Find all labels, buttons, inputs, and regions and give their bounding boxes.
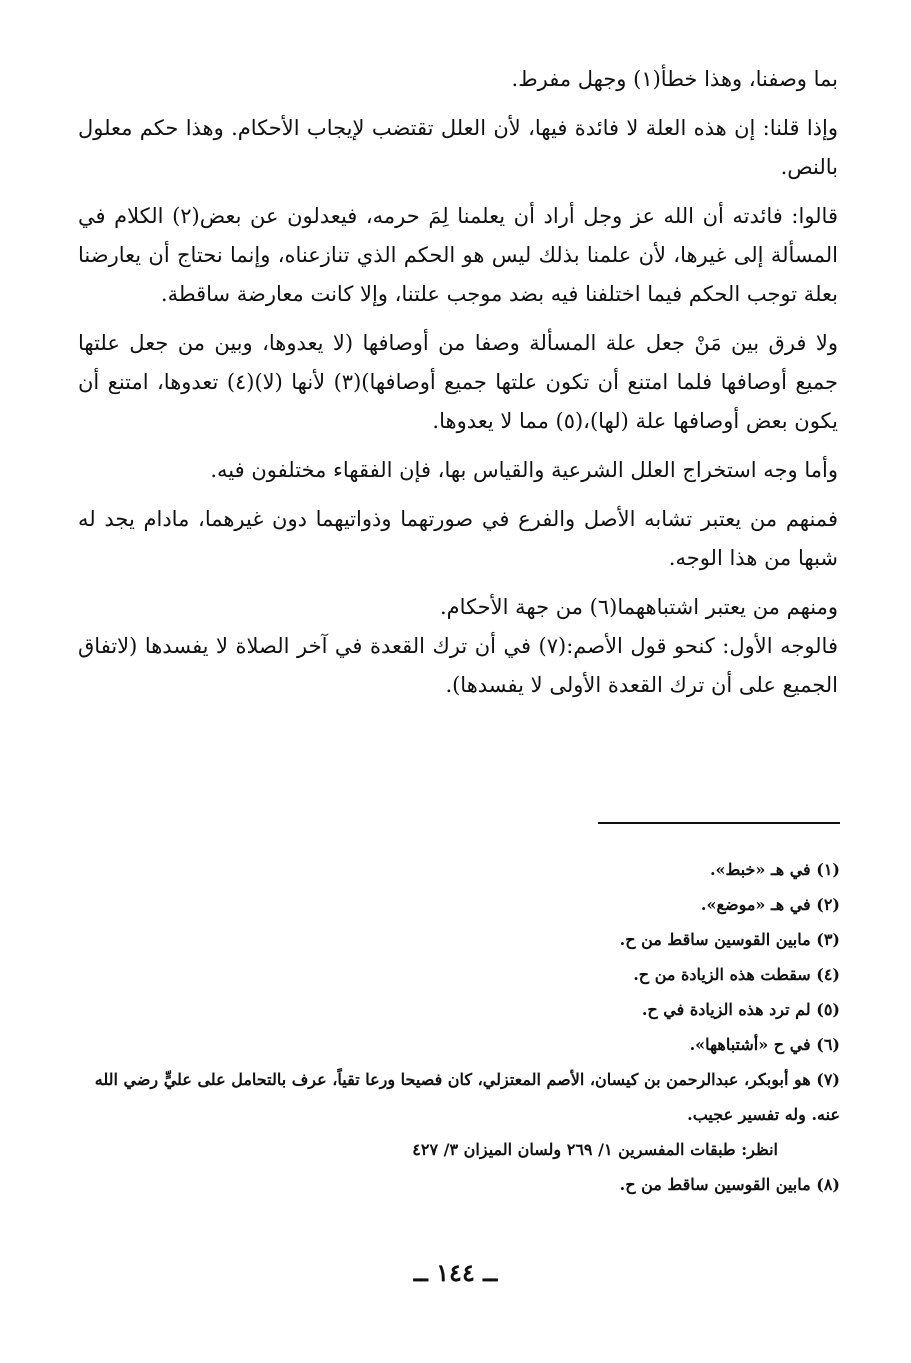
footnote-8: (٨) مابين القوسين ساقط من ح. bbox=[619, 1175, 840, 1194]
footnote-6: (٦) في ح «أشتباهها». bbox=[689, 1035, 840, 1054]
paragraph-2: وإذا قلنا: إن هذه العلة لا فائدة فيها، لأن العلل تقتضب لإيجاب الأحكام. وهذا حكم معلول بالنص. bbox=[78, 116, 838, 179]
paragraph-1: بما وصفنا، وهذا خطأ(١) وجهل مفرط. bbox=[511, 67, 838, 91]
page-number: ــ ١٤٤ ــ bbox=[413, 1258, 498, 1287]
footnote-2: (٢) في هـ «موضع». bbox=[700, 895, 840, 914]
footnote-5: (٥) لم ترد هذه الزيادة في ح. bbox=[641, 1000, 840, 1019]
footnotes bbox=[78, 852, 840, 1202]
paragraph-7: ومنهم من يعتبر اشتباههما(٦) من جهة الأحكام. bbox=[440, 595, 838, 619]
footnote-7: (٧) هو أبوبكر، عبدالرحمن بن كيسان، الأصم المعتزلي، كان فصيحا ورعا تقياً، عرف بالتحامل على عليٍّ رضي الله عنه. وله تفسير عجيب. bbox=[94, 1070, 840, 1124]
footnote-7-reference: انظر: طبقات المفسرين ١/ ٢٦٩ ولسان الميزان ٣/ ٤٢٧ bbox=[412, 1140, 778, 1159]
paragraph-8: فالوجه الأول: كنحو قول الأصم:(٧) في أن ترك القعدة في آخر الصلاة لا يفسدها (لاتفاق الجميع على أن ترك القعدة الأولى لا يفسدها). bbox=[78, 634, 838, 697]
paragraph-5: وأما وجه استخراج العلل الشرعية والقياس بها، فإن الفقهاء مختلفون فيه. bbox=[210, 458, 838, 482]
main-text bbox=[78, 60, 838, 715]
paragraph-3: قالوا: فائدته أن الله عز وجل أراد أن يعلمنا لِمَ حرمه، فيعدلون عن بعض(٢) الكلام في المسألة إلى غيرها، لأن علمنا بذلك ليس هو الحكم الذي تنازعناه، وإنما نحتاج أن يعارضنا بعلة توجب الحكم فيما اختلفنا فيه بضد موجب علتنا، وإلا كانت معارضة ساقطة. bbox=[78, 204, 838, 306]
footnote-separator bbox=[598, 822, 840, 824]
footnote-1: (١) في هـ «خبط». bbox=[709, 860, 840, 879]
footnote-3: (٣) مابين القوسين ساقط من ح. bbox=[619, 930, 840, 949]
paragraph-6: فمنهم من يعتبر تشابه الأصل والفرع في صورتهما وذواتيهما دون غيرهما، مادام يجد له شبها من هذا الوجه. bbox=[78, 507, 838, 570]
paragraph-4: ولا فرق بين مَنْ جعل علة المسألة وصفا من أوصافها (لا يعدوها، وبين من جعل علتها جميع أوصافها فلما امتنع أن تكون علتها جميع أوصافها)(٣) لأنها (لا)(٤) تعدوها، امتنع أن يكون بعض أوصافها علة (لها)،(٥) مما لا يعدوها. bbox=[78, 331, 838, 433]
footnote-4: (٤) سقطت هذه الزيادة من ح. bbox=[633, 965, 840, 984]
